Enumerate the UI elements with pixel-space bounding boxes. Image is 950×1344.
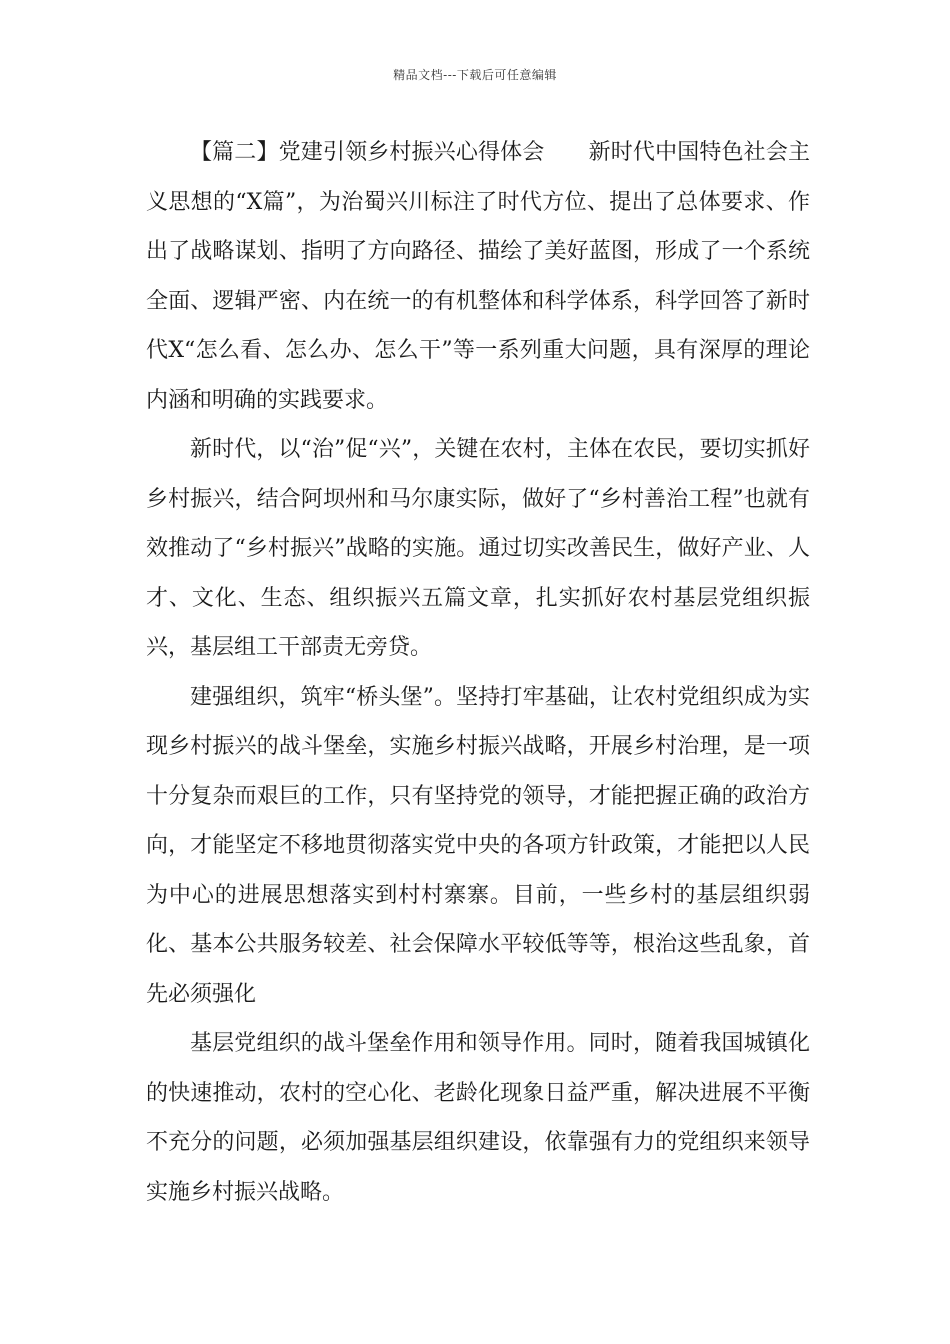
document-title: 【篇二】党建引领乡村振兴心得体会 xyxy=(190,140,545,165)
paragraph-3: 建强组织，筑牢“桥头堡”。坚持打牢基础，让农村党组织成为实现乡村振兴的战斗堡垒，实施乡村振兴战略，开展乡村治理，是一项十分复杂而艰巨的工作，只有坚持党的领导，才能把握正确的政治方向，才能坚定不移地贯彻落实党中央的各项方针政策，才能把以人民为中心的进展思想落实到村村寨寨。目前，一些乡村的基层组织弱化、基本公共服务较差、社会保障水平较低等等，根治这些乱象，首先必须强化 xyxy=(146,684,810,1007)
page-header: 精品文档---下载后可任意编辑 xyxy=(393,68,557,82)
document-body xyxy=(146,128,810,1217)
paragraph-2: 新时代，以“治”促“兴”，关键在农村，主体在农民，要切实抓好乡村振兴，结合阿坝州和马尔康实际，做好了“乡村善治工程”也就有效推动了“乡村振兴”战略的实施。通过切实改善民生，做好产业、人才、文化、生态、组织振兴五篇文章，扎实抓好农村基层党组织振兴，基层组工干部责无旁贷。 xyxy=(146,437,810,660)
paragraph-4: 基层党组织的战斗堡垒作用和领导作用。同时，随着我国城镇化的快速推动，农村的空心化、老龄化现象日益严重，解决进展不平衡不充分的问题，必须加强基层组织建设，依靠强有力的党组织来领导实施乡村振兴战略。 xyxy=(146,1031,810,1205)
paragraph-1 xyxy=(146,128,810,425)
paragraph-1-text: 新时代中国特色社会主义思想的“X篇”，为治蜀兴川标注了时代方位、提出了总体要求、作出了战略谋划、指明了方向路径、描绘了美好蓝图，形成了一个系统全面、逻辑严密、内在统一的有机整体和科学体系，科学回答了新时代X“怎么看、怎么办、怎么干”等一系列重大问题，具有深厚的理论内涵和明确的实践要求。 xyxy=(146,140,810,413)
